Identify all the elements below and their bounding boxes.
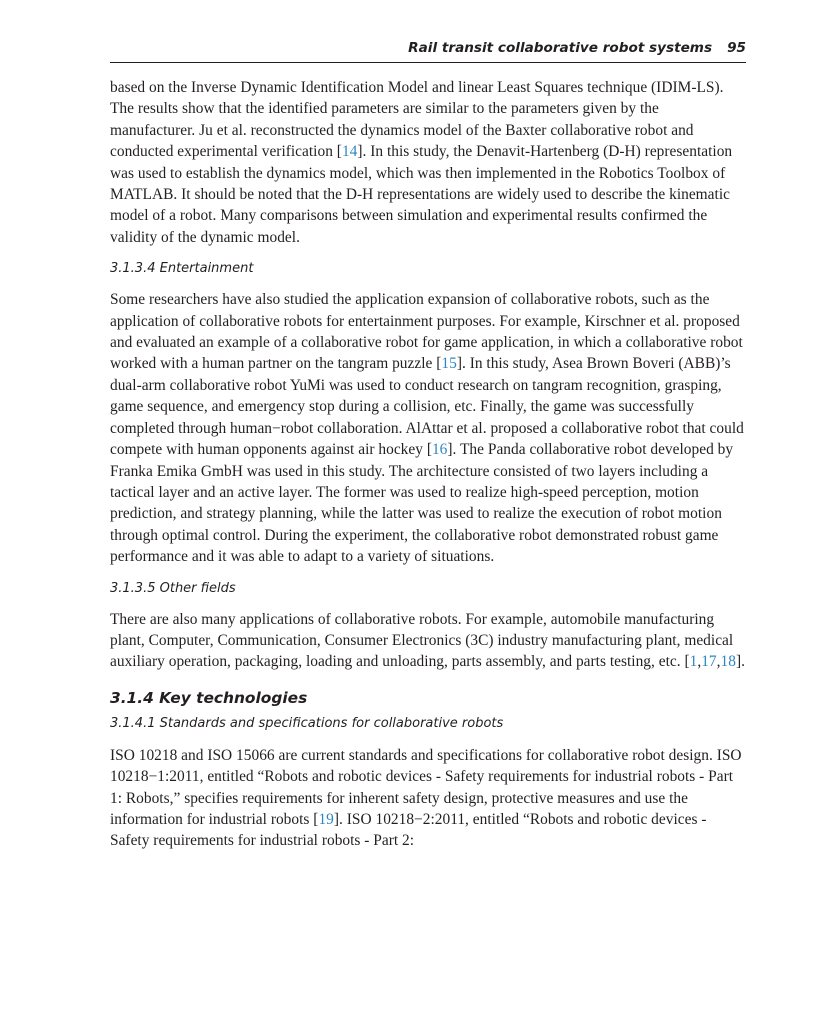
heading-other-fields: 3.1.3.5 Other fields [110,580,236,596]
paragraph-text: ]. In this study, the Denavit-Hartenberg (D-H) representation was used to establish the dynamics model, which was then implemented in the Robotics Toolbox of MATLAB. It should be noted that the D-H representations are widely used to describe the kinematic model of a robot. Many comparisons between simulation and experimental results confirmed the validity of the dynamic model. [110,143,733,246]
paragraph-text: based on the Inverse Dynamic Identification Model and linear Least Squares technique (IDIM-LS). The results show that the identified parameters are similar to the parameters given by the manufacturer. Ju et al. reconstructed the dynamics model of the Baxter collaborative robot and conducted experimental verification [ [110,79,724,161]
paragraph-other-fields [110,609,746,673]
paragraph-entertainment [110,289,746,567]
paragraph-standards [110,745,746,852]
citation-link[interactable]: 18 [720,653,736,671]
citation-link[interactable]: 1 [689,653,698,671]
paragraph-text: ISO 10218 and ISO 15066 are current standards and specifications for collaborative robot design. ISO 10218−1:2011, entitled “Robots and robotic devices - Safety requirements for industrial robots - Part 1: Robots,” specifies requirements for inherent safety design, protective measures and use the information for industrial robots [ [110,746,742,828]
citation-link[interactable]: 17 [701,653,717,671]
page-content [110,77,746,852]
paragraph-text: Some researchers have also studied the application expansion of collaborative robots, such as the application of collaborative robots for entertainment purposes. For example, Kirschner et al. proposed and evaluated an example of a collaborative robot for game application, in which a collaborative robot worked with a human partner on the tangram puzzle [ [110,291,743,373]
citation-link[interactable]: 15 [441,355,457,373]
paragraph-text: ]. The Panda collaborative robot developed by Franka Emika GmbH was used in this study. The architecture consisted of two layers including a tactical layer and an active layer. The former was used to realize high-speed perception, motion prediction, and strategy planning, while the latter was used to realize the execution of robot motion through optimal control. During the experiment, the collaborative robot demonstrated robust game performance and it was able to adapt to a variety of situations. [110,441,734,566]
heading-key-technologies: 3.1.4 Key technologies [110,688,308,707]
heading-standards: 3.1.4.1 Standards and specifications for collaborative robots [110,715,504,731]
citation-link[interactable]: 19 [318,810,334,828]
citation-link[interactable]: 16 [431,441,448,459]
running-title: Rail transit collaborative robot systems [408,40,713,56]
heading-entertainment: 3.1.3.4 Entertainment [110,261,254,277]
paragraph-text: There are also many applications of collaborative robots. For example, automobile manufacturing plant, Computer, Communication, Consumer Electronics (3C) industry manufacturing plant, medical auxiliary operation, packaging, loading and unloading, parts assembly, and parts testing, etc. [ [110,610,734,671]
paragraph-text: ]. [735,653,745,671]
citation-link[interactable]: 14 [341,143,358,161]
paragraph-text: , [716,653,721,671]
page-number: 95 [727,40,746,56]
paragraph-text: ]. ISO 10218−2:2011, entitled “Robots and robotic devices - Safety requirements for industrial robots - Part 2: [110,810,707,850]
paragraph-text: ]. In this study, Asea Brown Boveri (ABB)’s dual-arm collaborative robot YuMi was used to conduct research on tangram recognition, grasping, game sequence, and emergency stop during a collision, etc. Finally, the game was successfully completed through human−robot collaboration. AlAttar et al. proposed a collaborative robot that could compete with human opponents against air hockey [ [110,355,744,459]
running-header [110,38,746,63]
paragraph-dynamics-model [110,77,746,248]
paragraph-text: , [697,653,702,671]
